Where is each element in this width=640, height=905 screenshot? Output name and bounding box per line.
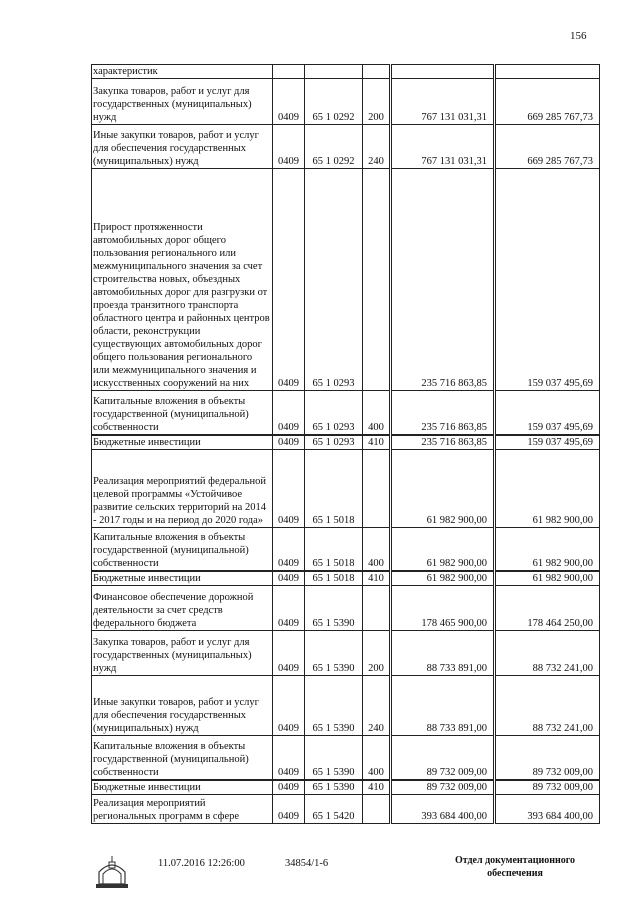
table-row — [92, 631, 600, 676]
cell-type — [363, 449, 391, 527]
cell-name: Иные закупки товаров, работ и услуг для обеспечения государственных (муниципальных) нужд — [92, 676, 273, 736]
table-row — [92, 435, 600, 450]
footer-department — [440, 854, 590, 880]
cell-section: 0409 — [273, 676, 305, 736]
table-row — [92, 736, 600, 780]
cell-executed: 61 982 900,00 — [495, 449, 600, 527]
cell-executed: 61 982 900,00 — [495, 571, 600, 586]
cell-amount: 767 131 031,31 — [391, 79, 495, 125]
cell-section: 0409 — [273, 449, 305, 527]
cell-target: 65 1 0293 — [305, 391, 363, 435]
cell-executed: 88 732 241,00 — [495, 676, 600, 736]
cell-amount: 235 716 863,85 — [391, 169, 495, 391]
table-row — [92, 125, 600, 169]
cell-section: 0409 — [273, 571, 305, 586]
cell-target: 65 1 0292 — [305, 79, 363, 125]
cell-type: 410 — [363, 780, 391, 795]
cell-executed: 393 684 400,00 — [495, 794, 600, 823]
cell-name: Закупка товаров, работ и услуг для государственных (муниципальных) нужд — [92, 631, 273, 676]
cell-section: 0409 — [273, 631, 305, 676]
cell-section: 0409 — [273, 391, 305, 435]
cell-executed: 89 732 009,00 — [495, 780, 600, 795]
cell-executed: 159 037 495,69 — [495, 169, 600, 391]
cell-name: Закупка товаров, работ и услуг для государственных (муниципальных) нужд — [92, 79, 273, 125]
cell-executed: 159 037 495,69 — [495, 435, 600, 450]
cell-type: 200 — [363, 631, 391, 676]
cell-name: Капитальные вложения в объекты государственной (муниципальной) собственности — [92, 527, 273, 571]
footer-datetime: 11.07.2016 12:26:00 — [158, 858, 245, 869]
cell-amount: 178 465 900,00 — [391, 586, 495, 631]
cell-target: 65 1 5390 — [305, 780, 363, 795]
cell-section: 0409 — [273, 586, 305, 631]
cell-name: Реализация мероприятий региональных программ в сфере — [92, 794, 273, 823]
cell-type: 400 — [363, 527, 391, 571]
cell-executed: 159 037 495,69 — [495, 391, 600, 435]
table-row — [92, 527, 600, 571]
cell-amount: 61 982 900,00 — [391, 449, 495, 527]
table-row — [92, 449, 600, 527]
cell-amount: 89 732 009,00 — [391, 736, 495, 780]
cell-section: 0409 — [273, 736, 305, 780]
cell-target: 65 1 0292 — [305, 125, 363, 169]
table-row — [92, 571, 600, 586]
cell-section: 0409 — [273, 435, 305, 450]
cell-amount: 61 982 900,00 — [391, 527, 495, 571]
cell-name: Прирост протяженности автомобильных дорог общего пользования регионального или межмуниципального значения за счет строительства новых, объездных автомобильных дорог для разгрузки от проезда транзитного транспорта областного центра и районных центров области, реконструкции существующих автомобильных дорог общего пользования регионального или межмуниципального значения и искусственных сооружений на них — [92, 169, 273, 391]
table-row — [92, 586, 600, 631]
cell-type: 410 — [363, 435, 391, 450]
cell-amount: 235 716 863,85 — [391, 435, 495, 450]
cell-amount: 88 733 891,00 — [391, 631, 495, 676]
cell-target: 65 1 0293 — [305, 435, 363, 450]
cell-section: 0409 — [273, 125, 305, 169]
cell-type — [363, 586, 391, 631]
cell-target: 65 1 0293 — [305, 169, 363, 391]
cell-section — [273, 65, 305, 79]
cell-target: 65 1 5390 — [305, 631, 363, 676]
cell-target: 65 1 5390 — [305, 586, 363, 631]
cell-section: 0409 — [273, 527, 305, 571]
cell-type — [363, 169, 391, 391]
cell-target: 65 1 5420 — [305, 794, 363, 823]
cell-type: 240 — [363, 676, 391, 736]
cell-amount: 61 982 900,00 — [391, 571, 495, 586]
cell-amount: 393 684 400,00 — [391, 794, 495, 823]
cell-type: 400 — [363, 391, 391, 435]
cell-type: 400 — [363, 736, 391, 780]
table-row — [92, 169, 600, 391]
cell-executed: 669 285 767,73 — [495, 125, 600, 169]
cell-type — [363, 794, 391, 823]
cell-name: Реализация мероприятий федеральной целевой программы «Устойчивое развитие сельских территорий на 2014 - 2017 годы и на период до 2020 года» — [92, 449, 273, 527]
cell-name: Бюджетные инвестиции — [92, 571, 273, 586]
cell-type: 410 — [363, 571, 391, 586]
page-number: 156 — [570, 30, 587, 42]
cell-target: 65 1 5390 — [305, 736, 363, 780]
table-row — [92, 794, 600, 823]
cell-target: 65 1 5018 — [305, 571, 363, 586]
cell-amount: 88 733 891,00 — [391, 676, 495, 736]
cell-amount: 235 716 863,85 — [391, 391, 495, 435]
cell-amount: 767 131 031,31 — [391, 125, 495, 169]
cell-name: Капитальные вложения в объекты государственной (муниципальной) собственности — [92, 391, 273, 435]
cell-section: 0409 — [273, 780, 305, 795]
cell-target: 65 1 5018 — [305, 527, 363, 571]
footer-department-line2: обеспечения — [487, 868, 543, 879]
cell-target: 65 1 5390 — [305, 676, 363, 736]
cell-amount: 89 732 009,00 — [391, 780, 495, 795]
table-row — [92, 780, 600, 795]
cell-name: Иные закупки товаров, работ и услуг для обеспечения государственных (муниципальных) нужд — [92, 125, 273, 169]
cell-section: 0409 — [273, 169, 305, 391]
cell-executed: 669 285 767,73 — [495, 79, 600, 125]
cell-executed: 61 982 900,00 — [495, 527, 600, 571]
cell-amount — [391, 65, 495, 79]
cell-target — [305, 65, 363, 79]
footer-department-line1: Отдел документационного — [454, 855, 576, 866]
cell-name: Капитальные вложения в объекты государственной (муниципальной) собственности — [92, 736, 273, 780]
cell-name: Бюджетные инвестиции — [92, 780, 273, 795]
cell-section: 0409 — [273, 794, 305, 823]
cell-name: Финансовое обеспечение дорожной деятельности за счет средств федерального бюджета — [92, 586, 273, 631]
table-row — [92, 391, 600, 435]
cell-executed — [495, 65, 600, 79]
footer — [0, 855, 640, 898]
cell-name: Бюджетные инвестиции — [92, 435, 273, 450]
cell-name: характеристик — [92, 65, 273, 79]
budget-table — [91, 64, 600, 824]
cell-executed: 89 732 009,00 — [495, 736, 600, 780]
duma-emblem-icon — [93, 854, 131, 890]
cell-executed: 178 464 250,00 — [495, 586, 600, 631]
cell-executed: 88 732 241,00 — [495, 631, 600, 676]
footer-doc-number: 34854/1-6 — [285, 858, 329, 869]
cell-type — [363, 65, 391, 79]
cell-target: 65 1 5018 — [305, 449, 363, 527]
table-row — [92, 65, 600, 79]
cell-type: 200 — [363, 79, 391, 125]
table-row — [92, 676, 600, 736]
cell-section: 0409 — [273, 79, 305, 125]
cell-type: 240 — [363, 125, 391, 169]
table-row — [92, 79, 600, 125]
